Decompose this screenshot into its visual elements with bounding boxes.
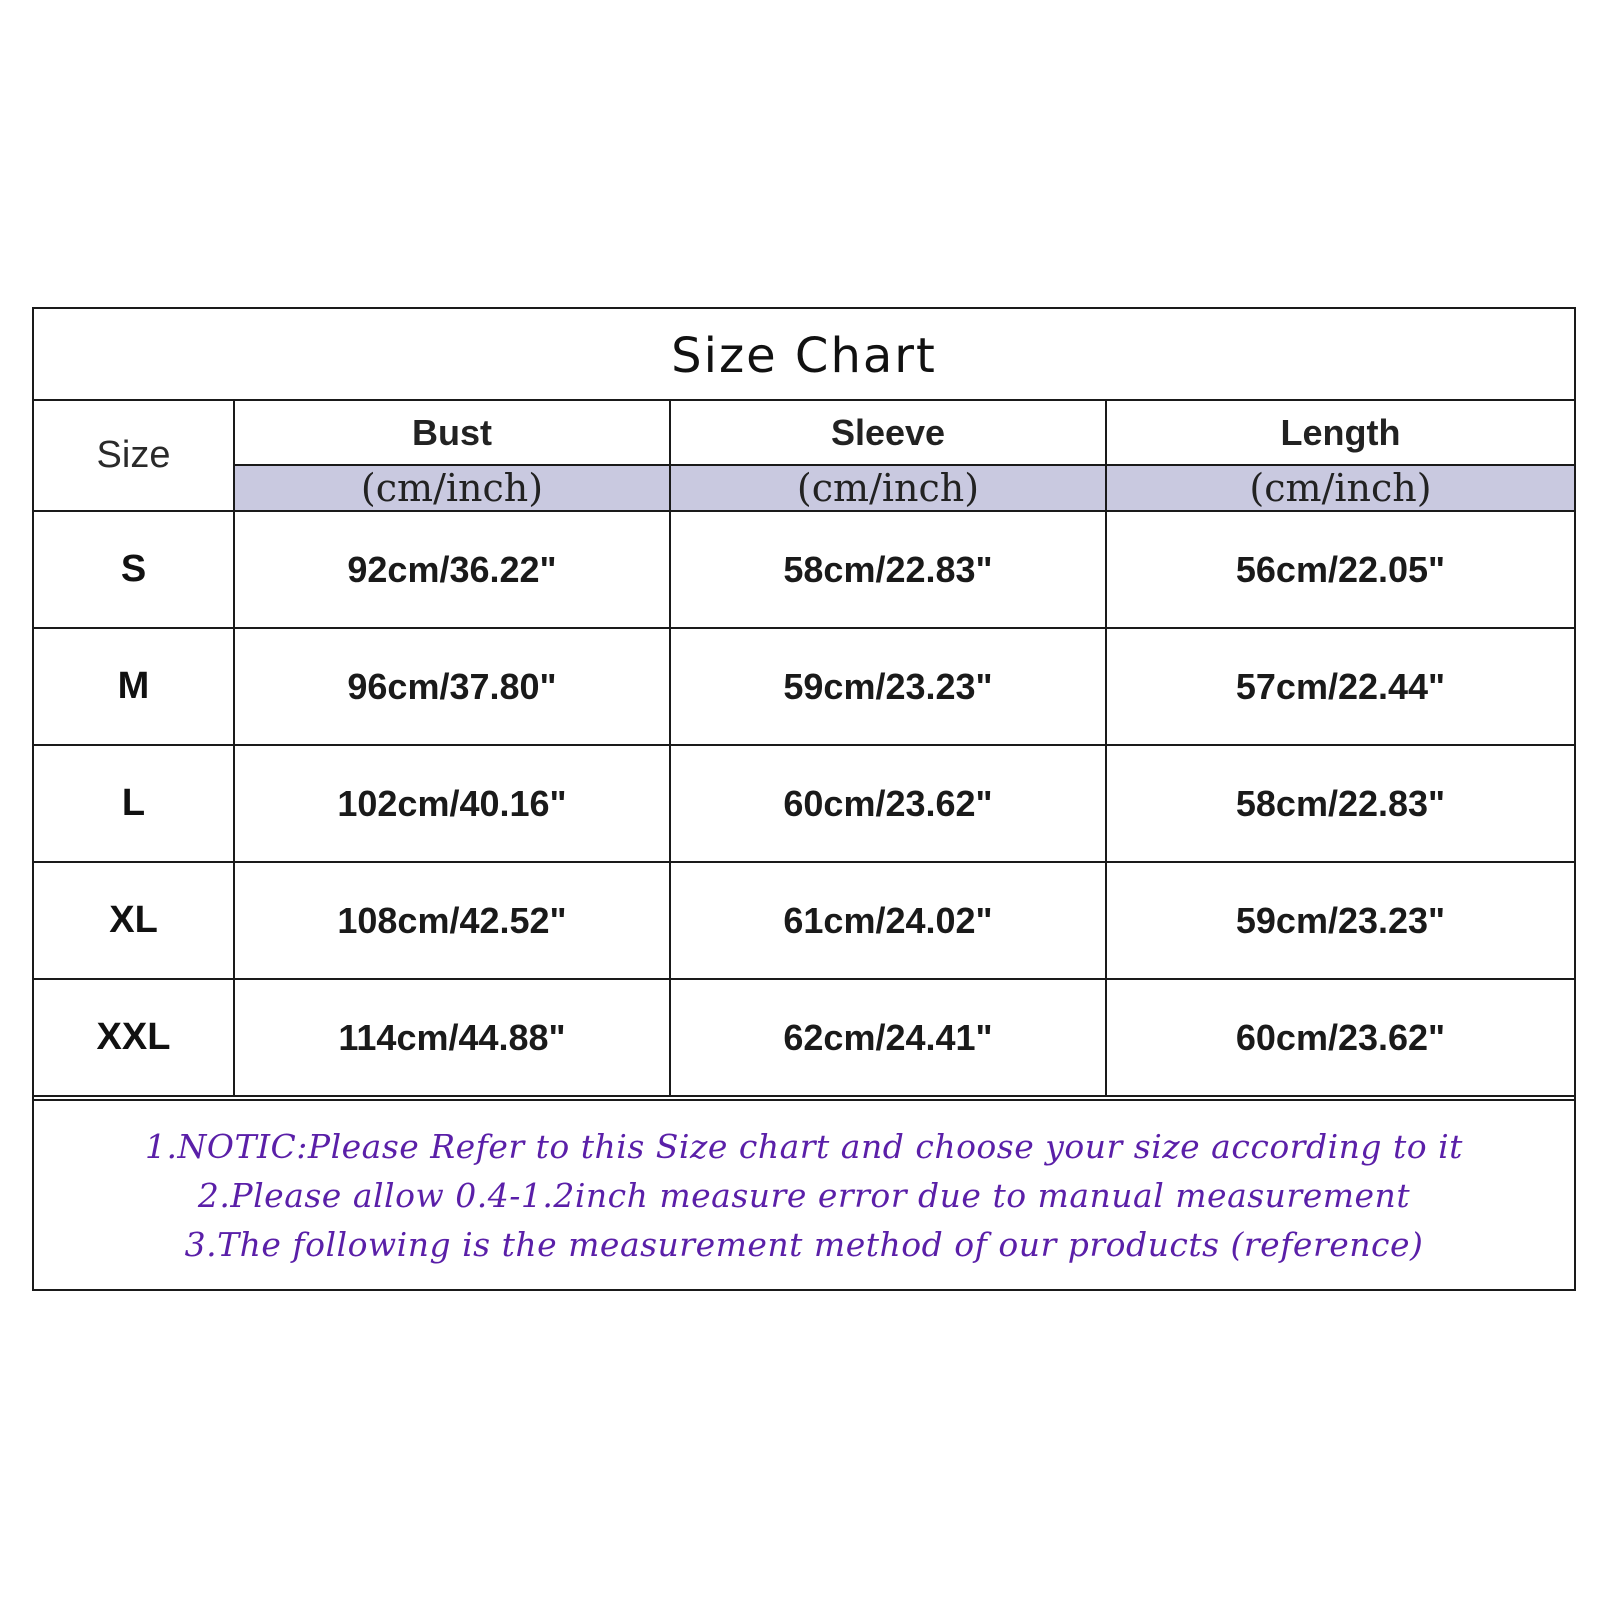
note-1: 1.NOTIC:Please Refer to this Size chart and choose your size according to it [145, 1126, 1463, 1166]
notes-section [34, 1099, 1574, 1289]
size-cell: L [34, 745, 234, 862]
sleeve-column-header: Sleeve [670, 401, 1106, 465]
note-2: 2.Please allow 0.4-1.2inch measure error due to manual measurement [197, 1175, 1411, 1215]
sleeve-cell: 61cm/24.02" [670, 862, 1106, 979]
size-table [34, 401, 1574, 1097]
size-cell: M [34, 628, 234, 745]
length-cell: 56cm/22.05" [1106, 511, 1574, 628]
bust-cell: 96cm/37.80" [234, 628, 670, 745]
sleeve-cell: 59cm/23.23" [670, 628, 1106, 745]
bust-unit: (cm/inch) [234, 465, 670, 511]
sleeve-unit: (cm/inch) [670, 465, 1106, 511]
length-column-header: Length [1106, 401, 1574, 465]
size-cell: XXL [34, 979, 234, 1096]
note-3: 3.The following is the measurement method of our products (reference) [184, 1224, 1424, 1264]
sleeve-cell: 60cm/23.62" [670, 745, 1106, 862]
bust-cell: 102cm/40.16" [234, 745, 670, 862]
length-cell: 60cm/23.62" [1106, 979, 1574, 1096]
sleeve-cell: 62cm/24.41" [670, 979, 1106, 1096]
length-cell: 57cm/22.44" [1106, 628, 1574, 745]
bust-cell: 114cm/44.88" [234, 979, 670, 1096]
table-row [34, 511, 1574, 628]
bust-cell: 108cm/42.52" [234, 862, 670, 979]
table-row [34, 628, 1574, 745]
length-cell: 58cm/22.83" [1106, 745, 1574, 862]
title-row [34, 309, 1574, 401]
table-row [34, 862, 1574, 979]
size-chart [32, 307, 1576, 1291]
length-unit: (cm/inch) [1106, 465, 1574, 511]
size-cell: XL [34, 862, 234, 979]
size-column-header: Size [34, 401, 234, 511]
size-cell: S [34, 511, 234, 628]
chart-title: Size Chart [671, 328, 937, 384]
bust-column-header: Bust [234, 401, 670, 465]
header-row [34, 401, 1574, 465]
table-row [34, 745, 1574, 862]
unit-row [34, 465, 1574, 511]
sleeve-cell: 58cm/22.83" [670, 511, 1106, 628]
bust-cell: 92cm/36.22" [234, 511, 670, 628]
length-cell: 59cm/23.23" [1106, 862, 1574, 979]
table-row [34, 979, 1574, 1096]
